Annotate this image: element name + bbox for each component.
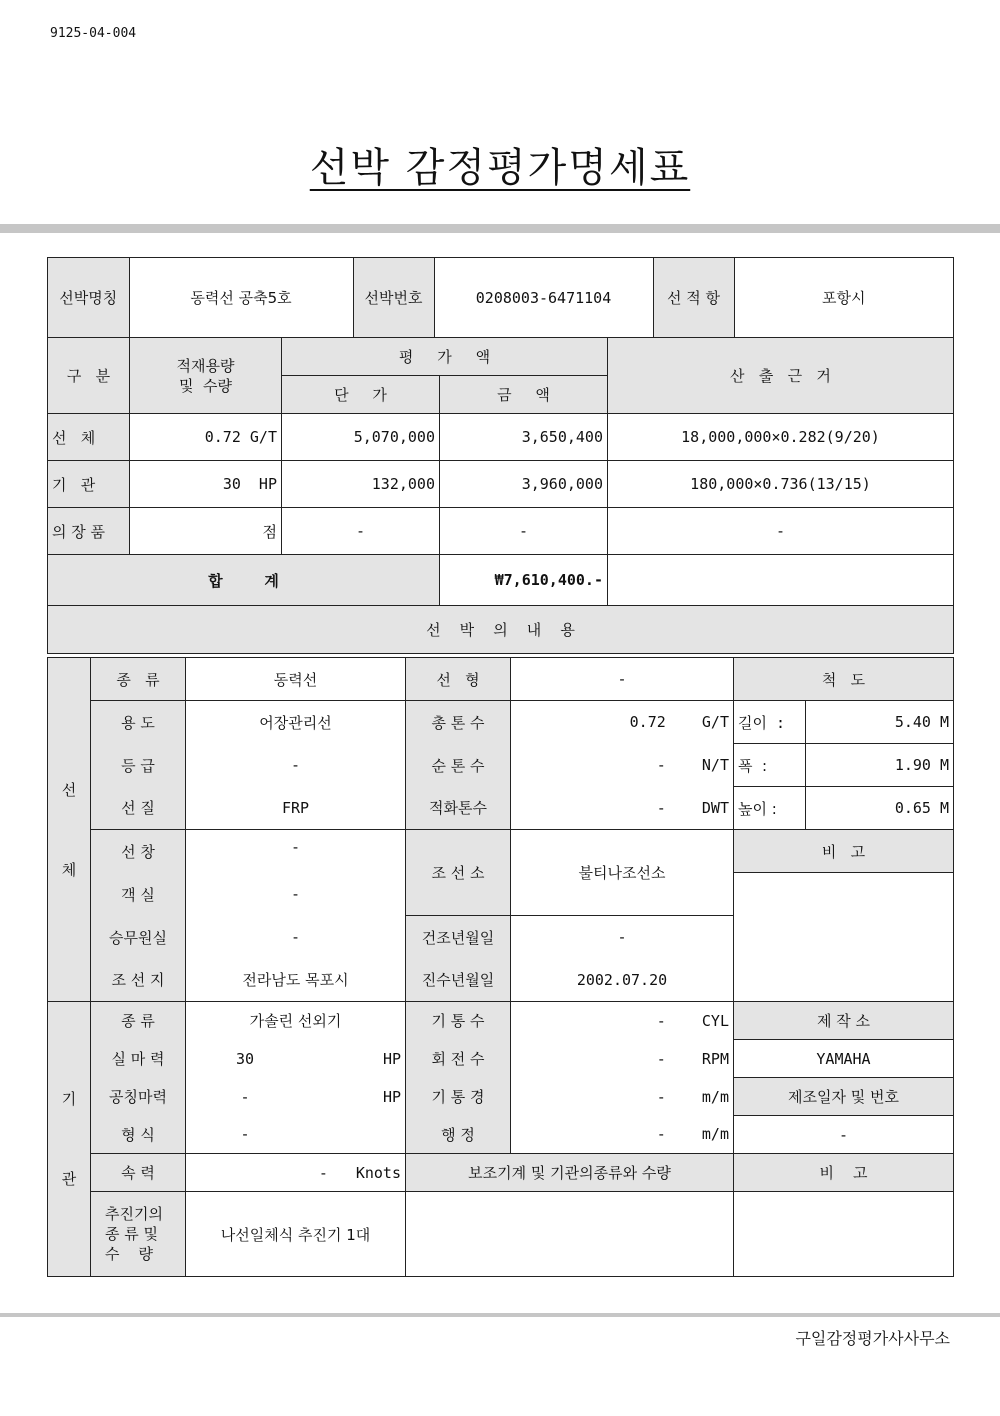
aux-header: 보조기계 및 기관의종류와 수량 — [406, 1154, 734, 1192]
launch-date-label: 진수년월일 — [406, 959, 511, 1002]
net-tonnage-label: 순 톤 수 — [406, 744, 511, 787]
hull-use-value: 어장관리선 — [186, 701, 406, 744]
home-port-label: 선 적 항 — [653, 258, 734, 337]
cylinders-cell — [511, 1002, 734, 1040]
shipyard-label: 조 선 소 — [406, 830, 511, 916]
engine-side-2: 관 — [61, 1170, 77, 1188]
total-label: 합 계 — [48, 555, 440, 606]
depth-label: 높이 : — [734, 787, 806, 830]
hull-type-label: 선 형 — [406, 658, 511, 701]
cabin-value: - — [186, 873, 406, 916]
stroke-label: 행 정 — [406, 1116, 511, 1154]
hull-material-value: FRP — [186, 787, 406, 830]
crew-room-label: 승무원실 — [91, 916, 186, 959]
row-unit-price: 132,000 — [282, 461, 440, 508]
speed-cell — [186, 1154, 406, 1192]
hull-kind-label: 종 류 — [91, 658, 186, 701]
bottom-divider — [0, 1313, 1000, 1317]
capacity-header-line2: 및 수량 — [178, 376, 232, 395]
footer-office-name: 구일감정평가사사무소 — [795, 1329, 950, 1348]
engine-remark-body — [734, 1192, 954, 1277]
engine-kind-value: 가솔린 선외기 — [186, 1002, 406, 1040]
maker-value: YAMAHA — [734, 1040, 954, 1078]
propeller-label-3: 수 량 — [105, 1245, 154, 1263]
valuation-table — [47, 257, 954, 654]
hull-material-label: 선 질 — [91, 787, 186, 830]
row-label: 의 장 품 — [48, 508, 130, 555]
engine-remark-header: 비 고 — [734, 1154, 954, 1192]
engine-power-value: 30 — [235, 1049, 255, 1068]
nominal-power-label: 공칭마력 — [91, 1078, 186, 1116]
net-tonnage-unit: N/T — [701, 756, 729, 774]
built-date-value: - — [511, 916, 734, 959]
length-value: 5.40 M — [806, 701, 954, 744]
hull-side-label — [48, 658, 91, 1002]
details-table — [47, 657, 954, 1277]
engine-form-label: 형 식 — [91, 1116, 186, 1154]
row-capacity: 30 HP — [130, 461, 282, 508]
net-tonnage-cell — [511, 744, 734, 787]
hull-kind-value: 동력선 — [186, 658, 406, 701]
build-site-value: 전라남도 목포시 — [186, 959, 406, 1002]
dwt-label: 적화톤수 — [406, 787, 511, 830]
page-title — [0, 136, 1000, 193]
depth-value: 0.65 M — [806, 787, 954, 830]
table-row — [48, 461, 954, 508]
net-tonnage-value: - — [656, 756, 666, 774]
rpm-label: 회 전 수 — [406, 1040, 511, 1078]
capacity-header-line1: 적재용량 — [176, 356, 235, 375]
amount-header: 금 액 — [440, 376, 608, 414]
stroke-value: - — [656, 1125, 666, 1144]
document-code: 9125-04-004 — [50, 26, 137, 41]
maker-header: 제 작 소 — [734, 1002, 954, 1040]
engine-power-cell — [186, 1040, 406, 1078]
engine-kind-label: 종 류 — [91, 1002, 186, 1040]
engine-side-1: 기 — [61, 1090, 77, 1108]
hull-grade-label: 등 급 — [91, 744, 186, 787]
top-divider — [0, 224, 1000, 233]
row-amount: 3,650,400 — [440, 414, 608, 461]
rpm-value: - — [656, 1049, 666, 1068]
row-basis: - — [608, 508, 954, 555]
total-basis — [608, 555, 954, 606]
speed-value: - — [318, 1163, 328, 1182]
row-capacity: 0.72 G/T — [130, 414, 282, 461]
build-site-label: 조 선 지 — [91, 959, 186, 1002]
gross-tonnage-unit: G/T — [701, 713, 729, 732]
engine-form-value: - — [240, 1125, 250, 1144]
gross-tonnage-value: 0.72 — [629, 713, 666, 732]
dwt-value: - — [656, 798, 666, 817]
propeller-label-2: 종 류 및 — [105, 1225, 159, 1243]
row-capacity: 점 — [130, 508, 282, 555]
hold-value: - — [186, 830, 406, 873]
width-value: 1.90 M — [806, 744, 954, 787]
row-amount: 3,960,000 — [440, 461, 608, 508]
engine-side-label — [48, 1002, 91, 1277]
hull-grade-value: - — [186, 744, 406, 787]
hull-remark-body — [734, 873, 954, 1002]
width-label: 폭 : — [734, 744, 806, 787]
category-header: 구 분 — [48, 338, 130, 414]
bore-label: 기 통 경 — [406, 1078, 511, 1116]
unit-price-header: 단 가 — [282, 376, 440, 414]
cylinders-unit: CYL — [701, 1011, 729, 1030]
row-basis: 180,000×0.736(13/15) — [608, 461, 954, 508]
engine-form-cell — [186, 1116, 406, 1154]
gross-tonnage-label: 총 톤 수 — [406, 701, 511, 744]
nominal-power-cell — [186, 1078, 406, 1116]
row-label: 기 관 — [48, 461, 130, 508]
row-amount: - — [440, 508, 608, 555]
row-label: 선 체 — [48, 414, 130, 461]
propeller-label-1: 추진기의 — [105, 1205, 163, 1223]
mfg-header: 제조일자 및 번호 — [734, 1078, 954, 1116]
dwt-unit: DWT — [701, 798, 729, 817]
launch-date-value: 2002.07.20 — [511, 959, 734, 1002]
page-title-text: 선박 감정평가명세표 — [309, 145, 691, 191]
row-unit-price: - — [282, 508, 440, 555]
vessel-id-row — [48, 258, 953, 337]
engine-power-label: 실 마 력 — [91, 1040, 186, 1078]
built-date-label: 건조년월일 — [406, 916, 511, 959]
rpm-unit: RPM — [701, 1049, 729, 1068]
nominal-power-unit: HP — [382, 1087, 401, 1106]
home-port-value: 포항시 — [734, 258, 953, 337]
contents-title: 선 박 의 내 용 — [48, 606, 954, 654]
bore-unit: m/m — [701, 1087, 729, 1106]
engine-power-unit: HP — [382, 1049, 401, 1068]
dwt-cell — [511, 787, 734, 830]
shipyard-value: 불티나조선소 — [511, 830, 734, 916]
hull-type-value: - — [511, 658, 734, 701]
mfg-value: - — [734, 1116, 954, 1154]
hull-side-1: 선 — [61, 780, 77, 799]
speed-label: 속 력 — [91, 1154, 186, 1192]
vessel-name-value: 동력선 공축5호 — [129, 258, 353, 337]
hold-label: 선 창 — [91, 830, 186, 873]
cylinders-value: - — [656, 1011, 666, 1030]
scale-header: 척 도 — [734, 658, 954, 701]
vessel-name-label: 선박명칭 — [48, 258, 129, 337]
bore-value: - — [656, 1087, 666, 1106]
length-label: 길이 : — [734, 701, 806, 744]
valuation-header: 평 가 액 — [282, 338, 608, 376]
propeller-value: 나선일체식 추진기 1대 — [186, 1192, 406, 1277]
row-basis: 18,000,000×0.282(9/20) — [608, 414, 954, 461]
rpm-cell — [511, 1040, 734, 1078]
cylinders-label: 기 통 수 — [406, 1002, 511, 1040]
capacity-header — [130, 338, 282, 414]
basis-header: 산 출 근 거 — [608, 338, 954, 414]
nominal-power-value: - — [240, 1087, 250, 1106]
total-value: ₩7,610,400.- — [440, 555, 608, 606]
table-row — [48, 508, 954, 555]
hull-side-2: 체 — [61, 860, 77, 879]
aux-body — [406, 1192, 734, 1277]
cabin-label: 객 실 — [91, 873, 186, 916]
vessel-number-value: 0208003-6471104 — [434, 258, 653, 337]
gross-tonnage-cell — [511, 701, 734, 744]
table-row — [48, 414, 954, 461]
stroke-unit: m/m — [701, 1125, 729, 1144]
propeller-label — [91, 1192, 186, 1277]
speed-unit: Knots — [355, 1163, 401, 1182]
bore-cell — [511, 1078, 734, 1116]
stroke-cell — [511, 1116, 734, 1154]
hull-remark-header: 비 고 — [734, 830, 954, 873]
crew-room-value: - — [186, 916, 406, 959]
vessel-number-label: 선박번호 — [353, 258, 434, 337]
row-unit-price: 5,070,000 — [282, 414, 440, 461]
hull-use-label: 용 도 — [91, 701, 186, 744]
